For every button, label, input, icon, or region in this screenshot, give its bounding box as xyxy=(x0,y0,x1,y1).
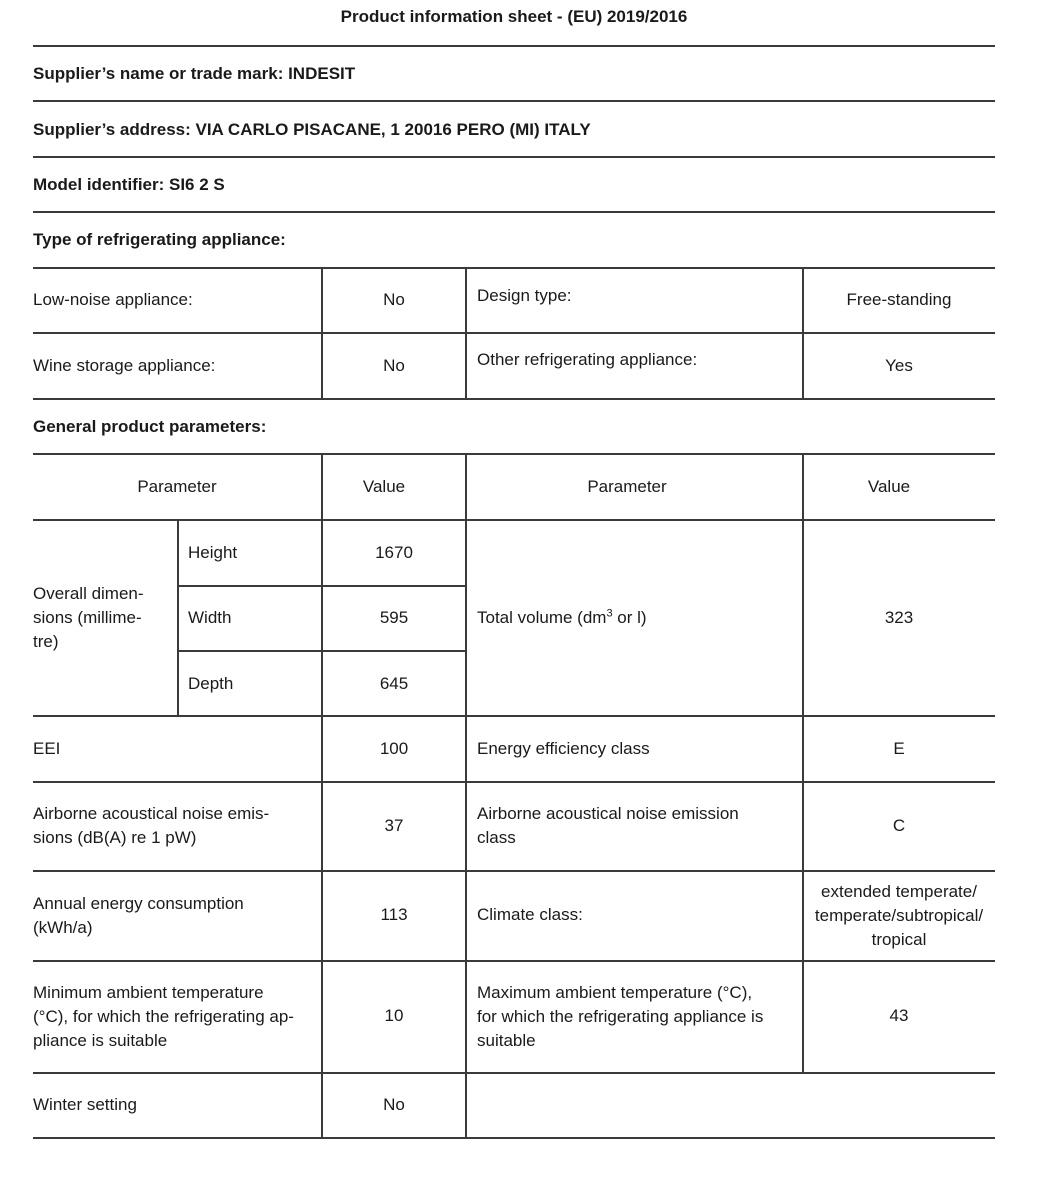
wine-storage-label: Wine storage appliance: xyxy=(33,356,216,375)
col-divider xyxy=(177,519,179,716)
winter-setting-label: Winter setting xyxy=(33,1095,137,1114)
design-type-value: Free-standing xyxy=(846,290,952,309)
climate-class-value: extended temperate/ temperate/subtropical/ tropical xyxy=(814,882,984,949)
width-label: Width xyxy=(188,608,232,627)
climate-class-label: Climate class: xyxy=(477,905,583,924)
type-heading: Type of refrigerating appliance: xyxy=(33,230,286,249)
max-ambient-temp-label: Maximum ambient temperature (°C), for which the refrigerating appliance is suitable xyxy=(477,983,764,1050)
height-value: 1670 xyxy=(375,543,413,562)
rule xyxy=(33,781,995,783)
rule xyxy=(33,453,995,455)
rule xyxy=(33,960,995,962)
width-value: 595 xyxy=(379,608,409,627)
min-ambient-temp-value: 10 xyxy=(384,1006,404,1025)
other-refrigerating-label: Other refrigerating appliance: xyxy=(477,350,698,369)
overall-dimensions-label: Overall dimen- sions (millime- tre) xyxy=(33,584,144,651)
low-noise-value: No xyxy=(383,290,405,309)
col-header-parameter-2: Parameter xyxy=(587,477,667,496)
depth-label: Depth xyxy=(188,674,234,693)
energy-class-value: E xyxy=(893,739,905,758)
low-noise-label: Low-noise appliance: xyxy=(33,290,193,309)
rule xyxy=(33,1072,995,1074)
design-type-label: Design type: xyxy=(477,286,572,305)
col-header-parameter: Parameter xyxy=(137,477,217,496)
col-divider xyxy=(802,267,804,399)
rule xyxy=(33,45,995,47)
sheet-title: Product information sheet - (EU) 2019/2016 xyxy=(340,7,688,26)
col-divider xyxy=(465,267,467,399)
col-header-value: Value xyxy=(362,477,406,496)
rule xyxy=(33,398,995,400)
rule xyxy=(33,156,995,158)
depth-value: 645 xyxy=(379,674,409,693)
general-heading: General product parameters: xyxy=(33,417,267,436)
max-ambient-temp-value: 43 xyxy=(889,1006,909,1025)
wine-storage-value: No xyxy=(383,356,405,375)
rule xyxy=(33,1137,995,1139)
col-divider xyxy=(802,453,804,1073)
col-header-value-2: Value xyxy=(867,477,911,496)
rule xyxy=(33,870,995,872)
total-volume-value: 323 xyxy=(884,608,914,627)
noise-emissions-value: 37 xyxy=(384,816,404,835)
eei-label: EEI xyxy=(33,739,61,758)
rule xyxy=(33,100,995,102)
supplier-name: Supplier’s name or trade mark: INDESIT xyxy=(33,64,356,83)
model-identifier: Model identifier: SI6 2 S xyxy=(33,175,225,194)
rule xyxy=(33,267,995,269)
winter-setting-value: No xyxy=(383,1095,405,1114)
rule xyxy=(33,332,995,334)
noise-class-value: C xyxy=(892,816,906,835)
energy-class-label: Energy efficiency class xyxy=(477,739,650,758)
eei-value: 100 xyxy=(379,739,409,758)
rule xyxy=(33,211,995,213)
noise-emissions-label: Airborne acoustical noise emis- sions (dB(A) re 1 pW) xyxy=(33,804,270,847)
total-volume-label: Total volume ($dm^3$ or l) xyxy=(477,607,647,627)
other-refrigerating-value: Yes xyxy=(885,356,913,375)
col-divider xyxy=(321,267,323,399)
supplier-address: Supplier’s address: VIA CARLO PISACANE, 1 20016 PERO (MI) ITALY xyxy=(33,120,591,139)
col-divider xyxy=(465,453,467,1138)
noise-class-label: Airborne acoustical noise emission class xyxy=(477,804,739,847)
annual-energy-value: 113 xyxy=(380,905,408,924)
min-ambient-temp-label: Minimum ambient temperature (°C), for which the refrigerating ap- pliance is suitable xyxy=(33,983,294,1050)
annual-energy-label: Annual energy consumption (kWh/a) xyxy=(33,894,244,937)
height-label: Height xyxy=(188,543,238,562)
